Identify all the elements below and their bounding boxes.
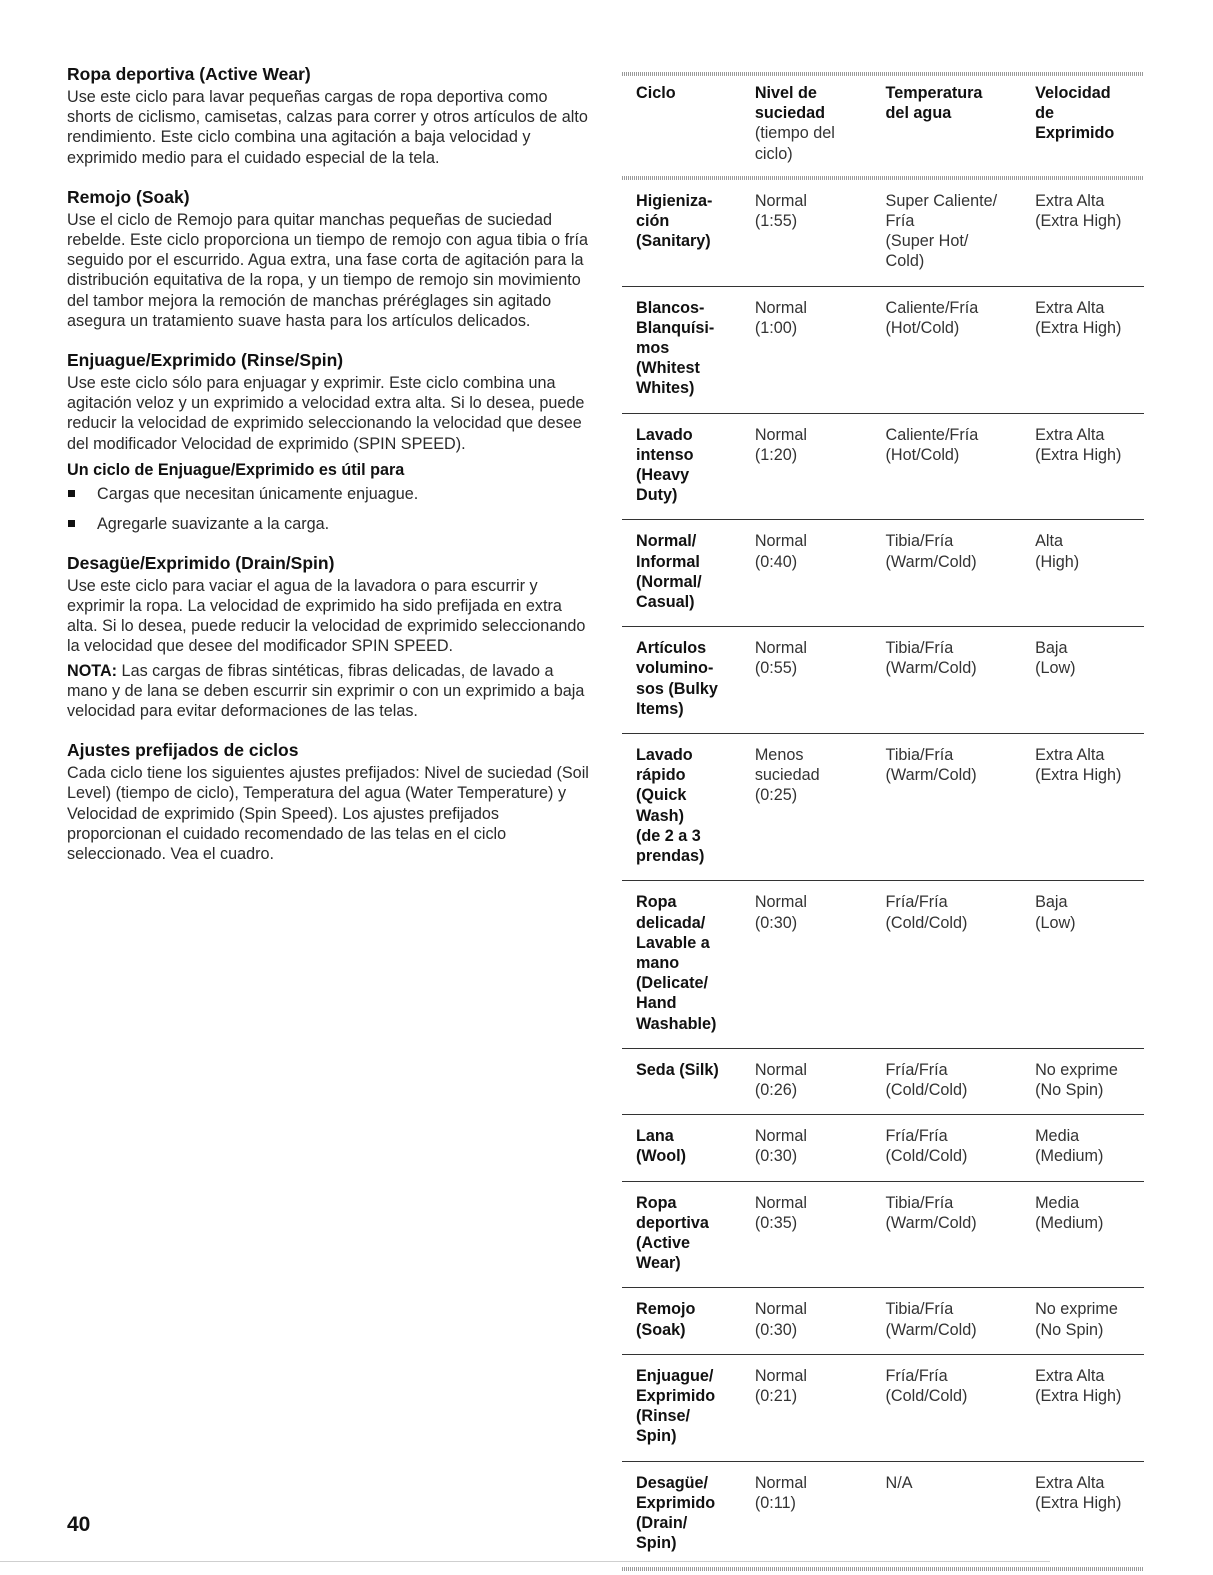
cell-line: Extra Alta <box>1035 1473 1105 1492</box>
cell-line: Extra Alta <box>1035 191 1105 210</box>
cell-line: (0:35) <box>754 1213 798 1232</box>
cell-line: Super Caliente/ <box>885 191 998 210</box>
cell-line: (0:55) <box>754 659 798 678</box>
cell-line: Tibia/Fría <box>885 1193 954 1212</box>
cell-water-temp <box>886 531 1036 612</box>
cell-line: (Low) <box>1035 913 1076 932</box>
cell-line: Baja <box>1035 893 1068 912</box>
cell-spin-speed <box>1035 745 1144 866</box>
cell-soil-level <box>755 425 886 506</box>
table-header <box>622 76 1144 176</box>
cell-line: Fría/Fría <box>885 1060 948 1079</box>
cell-line: (Cold/Cold) <box>885 913 968 932</box>
cell-line: Remojo <box>636 1300 696 1319</box>
cell-line: Normal <box>754 298 807 317</box>
cell-line: (Extra High) <box>1035 1386 1122 1405</box>
bullet-square-icon <box>68 520 75 527</box>
table-row <box>622 1049 1144 1115</box>
cell-line: Media <box>1035 1193 1080 1212</box>
table-row <box>622 180 1144 287</box>
cell-line: (0:30) <box>754 913 798 932</box>
list-item <box>67 484 592 504</box>
section-title: Remojo (Soak) <box>67 186 190 207</box>
cell-cycle <box>636 425 755 506</box>
cell-line: (Soak) <box>636 1320 686 1339</box>
section-active-wear <box>67 63 592 168</box>
cell-line: (Warm/Cold) <box>885 1213 977 1232</box>
cell-line: Normal <box>754 1473 807 1492</box>
cell-spin-speed <box>1035 1473 1144 1554</box>
cell-line: No exprime <box>1035 1060 1118 1079</box>
cell-line: (Sanitary) <box>636 232 711 251</box>
cell-line: Normal <box>754 532 807 551</box>
cell-line: Wash) <box>636 806 684 825</box>
cell-line: Tibia/Fría <box>885 532 954 551</box>
section-title: Enjuague/Exprimido (Rinse/Spin) <box>67 350 344 371</box>
table-bottom-rule <box>622 1567 1144 1571</box>
cell-line: Hand <box>636 994 677 1013</box>
cell-line: delicada/ <box>636 913 706 932</box>
cell-line: Extra Alta <box>1035 1366 1105 1385</box>
cell-line: (Extra High) <box>1035 318 1122 337</box>
header-line: Exprimido <box>1035 124 1115 143</box>
cell-line: (Extra High) <box>1035 766 1122 785</box>
section-title: Desagüe/Exprimido (Drain/Spin) <box>67 552 335 573</box>
section-rinse-spin <box>67 349 592 534</box>
cell-line: Washable) <box>636 1014 717 1033</box>
cell-line: No exprime <box>1035 1300 1118 1319</box>
cell-line: Artículos <box>636 639 707 658</box>
list-item-text: Cargas que necesitan únicamente enjuague. <box>97 484 419 503</box>
header-soil-level <box>755 83 886 164</box>
table-row <box>622 627 1144 734</box>
cell-line: (0:26) <box>754 1080 798 1099</box>
table-row <box>622 734 1144 881</box>
cell-soil-level <box>755 191 886 272</box>
section-presets <box>67 739 592 864</box>
cell-cycle <box>636 1126 755 1166</box>
section-soak <box>67 186 592 331</box>
cell-spin-speed <box>1035 1299 1144 1339</box>
cell-line: Lavado <box>636 425 693 444</box>
cell-line: (Extra High) <box>1035 445 1122 464</box>
cell-line: (1:00) <box>754 318 798 337</box>
cell-spin-speed <box>1035 892 1144 1033</box>
cell-line: volumino- <box>636 659 714 678</box>
cell-line: (Warm/Cold) <box>885 552 977 571</box>
section-text: Use este ciclo para lavar pequeñas cargas de ropa deportiva como shorts de ciclismo, camisetas, calzas para correr y otros artículos de alto rendimiento. Este ciclo combina una agitación a baja velocidad y exprimido medio para el cuidado especial de la tela. <box>67 88 588 167</box>
cell-line: intenso <box>636 445 694 464</box>
cell-line: (Cold/Cold) <box>885 1386 968 1405</box>
cell-soil-level <box>755 1193 886 1274</box>
table-row <box>622 1462 1144 1568</box>
cell-cycle <box>636 531 755 612</box>
header-line: Temperatura <box>885 84 983 102</box>
section-text: Use el ciclo de Remojo para quitar manchas pequeñas de suciedad rebelde. Este ciclo proporciona un tiempo de remojo con agua tibia o fría seguido por el escurrido. Agua extra, una fase corta de agitación para la distribución equitativa de la ropa, y un tiempo de remojo sin movimiento del tambor mejora la remoción de manchas préréglages sin agitado asegura un tratamiento suave hasta para los artículos delicados. <box>67 210 589 330</box>
cell-line: (Cold/Cold) <box>885 1080 968 1099</box>
cell-line: (Hot/Cold) <box>885 445 960 464</box>
cell-line: Fría/Fría <box>885 893 948 912</box>
cell-cycle <box>636 1473 755 1554</box>
cell-line: Cold) <box>885 252 925 271</box>
cell-spin-speed <box>1035 1126 1144 1166</box>
cell-water-temp <box>886 1193 1036 1274</box>
cell-line: N/A <box>885 1473 913 1492</box>
cell-line: Normal <box>754 425 807 444</box>
cell-line: Alta <box>1035 532 1063 551</box>
cell-cycle <box>636 191 755 272</box>
cell-line: Extra Alta <box>1035 746 1105 765</box>
cell-line: sos (Bulky <box>636 679 718 698</box>
cell-spin-speed <box>1035 425 1144 506</box>
cell-line: mano <box>636 953 680 972</box>
section-title: Ropa deportiva (Active Wear) <box>67 64 311 84</box>
cell-line: (Heavy <box>636 466 690 485</box>
cell-line: (Hot/Cold) <box>885 318 960 337</box>
cell-soil-level <box>755 1366 886 1447</box>
cell-line: Seda (Silk) <box>636 1060 719 1079</box>
note-paragraph <box>67 661 592 722</box>
cell-line: (1:20) <box>754 445 798 464</box>
cell-line: Enjuague/ <box>636 1366 714 1385</box>
cell-line: Lavado <box>636 746 693 765</box>
cell-line: Fría/Fría <box>885 1127 948 1146</box>
cell-line: (0:30) <box>754 1320 798 1339</box>
cell-line: Tibia/Fría <box>885 1300 954 1319</box>
cell-line: (Medium) <box>1035 1213 1104 1232</box>
cell-line: Casual) <box>636 593 695 612</box>
cell-line: Extra Alta <box>1035 298 1105 317</box>
cell-line: (Warm/Cold) <box>885 1320 977 1339</box>
table-row <box>622 287 1144 414</box>
cell-line: suciedad <box>754 766 820 785</box>
cell-line: Extra Alta <box>1035 425 1105 444</box>
cycle-presets-table <box>622 72 1144 1571</box>
cell-line: (Super Hot/ <box>885 232 969 251</box>
cell-cycle <box>636 745 755 866</box>
cell-line: (0:21) <box>754 1386 798 1405</box>
cell-line: Whites) <box>636 379 695 398</box>
table-body <box>622 180 1144 1568</box>
cell-line: Exprimido <box>636 1493 716 1512</box>
cell-water-temp <box>886 1299 1036 1339</box>
cell-line: Tibia/Fría <box>885 746 954 765</box>
cell-spin-speed <box>1035 638 1144 719</box>
table-row <box>622 1288 1144 1354</box>
header-line: de <box>1035 104 1054 123</box>
cell-water-temp <box>886 1126 1036 1166</box>
cell-line: Ropa <box>636 893 677 912</box>
cell-line: Informal <box>636 552 700 571</box>
cell-water-temp <box>886 1366 1036 1447</box>
header-line: (tiempo del <box>754 124 835 143</box>
cell-line: Wear) <box>636 1254 681 1273</box>
cell-line: (Low) <box>1035 659 1076 678</box>
cell-line: ción <box>636 212 670 231</box>
cell-soil-level <box>755 892 886 1033</box>
cell-soil-level <box>755 745 886 866</box>
cell-soil-level <box>755 1299 886 1339</box>
cell-line: Normal <box>754 893 807 912</box>
cell-line: Normal <box>754 1060 807 1079</box>
cell-soil-level <box>755 1473 886 1554</box>
note-label: NOTA: <box>67 661 118 680</box>
section-text: Use este ciclo sólo para enjuagar y exprimir. Este ciclo combina una agitación veloz y un exprimido a velocidad extra alta. Si lo desea, puede reducir la velocidad de exprimido seleccionando la velocidad que desee del modificador Velocidad de exprimido (SPIN SPEED). <box>67 374 585 453</box>
cell-line: (0:25) <box>754 786 798 805</box>
table-row <box>622 881 1144 1048</box>
cell-line: Menos <box>754 746 804 765</box>
cell-cycle <box>636 892 755 1033</box>
page-number: 40 <box>67 1513 91 1536</box>
cell-line: (Wool) <box>636 1147 687 1166</box>
cell-line: Baja <box>1035 639 1068 658</box>
cell-water-temp <box>886 425 1036 506</box>
cell-line: Higieniza- <box>636 191 713 210</box>
cell-line: (Warm/Cold) <box>885 766 977 785</box>
subsection-title: Un ciclo de Enjuague/Exprimido es útil para <box>67 460 405 479</box>
cell-cycle <box>636 1060 755 1100</box>
header-spin-speed <box>1035 83 1144 164</box>
cell-cycle <box>636 1193 755 1274</box>
cell-line: (Active <box>636 1233 690 1252</box>
cell-line: (High) <box>1035 552 1080 571</box>
cell-cycle <box>636 1299 755 1339</box>
cell-spin-speed <box>1035 1193 1144 1274</box>
cell-cycle <box>636 1366 755 1447</box>
cell-water-temp <box>886 1060 1036 1100</box>
list-item <box>67 514 592 534</box>
cell-line: (0:40) <box>754 552 798 571</box>
cell-line: (0:11) <box>754 1493 796 1512</box>
cell-spin-speed <box>1035 531 1144 612</box>
header-line: Nivel de <box>754 84 817 102</box>
cell-line: Normal/ <box>636 532 697 551</box>
list-item-text: Agregarle suavizante a la carga. <box>97 514 330 533</box>
cell-line: Caliente/Fría <box>885 425 979 444</box>
cell-line: Desagüe/ <box>636 1473 708 1492</box>
cell-line: deportiva <box>636 1213 709 1232</box>
cell-line: (1:55) <box>754 212 798 231</box>
cell-soil-level <box>755 1060 886 1100</box>
section-text: Cada ciclo tiene los siguientes ajustes prefijados: Nivel de suciedad (Soil Level) (tiempo de ciclo), Temperatura del agua (Water Temperature) y Velocidad de exprimido (Spin Speed). Los ajustes prefijados proporcionan el cuidado recomendado de las telas en el ciclo seleccionado. Vea el cuadro. <box>67 764 589 864</box>
header-water-temp <box>886 83 1036 164</box>
table-row <box>622 1115 1144 1181</box>
cell-line: (Delicate/ <box>636 974 708 993</box>
bullet-square-icon <box>68 490 75 497</box>
cell-cycle <box>636 638 755 719</box>
cell-line: Normal <box>754 639 807 658</box>
cell-line: Media <box>1035 1127 1080 1146</box>
cell-line: Spin) <box>636 1427 677 1446</box>
table-row <box>622 1182 1144 1289</box>
cell-line: (Drain/ <box>636 1513 688 1532</box>
table-row <box>622 520 1144 627</box>
cell-line: Lana <box>636 1127 674 1146</box>
cell-line: (Quick <box>636 786 687 805</box>
bullet-list <box>67 484 592 534</box>
cell-line: (0:30) <box>754 1147 798 1166</box>
cell-line: Normal <box>754 1127 807 1146</box>
cell-soil-level <box>755 298 886 399</box>
section-drain-spin <box>67 552 592 721</box>
header-line: del agua <box>885 104 952 123</box>
cell-water-temp <box>886 892 1036 1033</box>
cell-water-temp <box>886 638 1036 719</box>
cell-line: Ropa <box>636 1193 677 1212</box>
header-line: Velocidad <box>1035 84 1111 102</box>
cell-line: mos <box>636 339 670 358</box>
cell-line: (de 2 a 3 <box>636 826 701 845</box>
cell-line: Normal <box>754 191 807 210</box>
cell-line: Normal <box>754 1193 807 1212</box>
cell-water-temp <box>886 1473 1036 1554</box>
cell-soil-level <box>755 1126 886 1166</box>
cell-line: (Medium) <box>1035 1147 1104 1166</box>
cell-line: Exprimido <box>636 1386 716 1405</box>
cell-spin-speed <box>1035 298 1144 399</box>
header-line: suciedad <box>754 104 826 123</box>
cell-spin-speed <box>1035 191 1144 272</box>
cell-line: Tibia/Fría <box>885 639 954 658</box>
table-row <box>622 414 1144 521</box>
cell-line: (Normal/ <box>636 572 702 591</box>
left-column <box>67 63 592 882</box>
cell-line: prendas) <box>636 847 705 866</box>
cell-line: Blancos- <box>636 298 705 317</box>
cell-line: (Warm/Cold) <box>885 659 977 678</box>
cell-spin-speed <box>1035 1060 1144 1100</box>
cell-water-temp <box>886 745 1036 866</box>
cell-line: (No Spin) <box>1035 1320 1104 1339</box>
cell-line: Fría/Fría <box>885 1366 948 1385</box>
cell-soil-level <box>755 638 886 719</box>
cell-water-temp <box>886 298 1036 399</box>
cell-line: Lavable a <box>636 933 710 952</box>
cell-line: (No Spin) <box>1035 1080 1104 1099</box>
header-line: ciclo) <box>754 144 793 163</box>
section-text: Use este ciclo para vaciar el agua de la lavadora o para escurrir y exprimir la ropa. La velocidad de exprimido ha sido prefijada en extra alta. Si lo desea, puede reducir la velocidad de exprimido seleccionando la velocidad que desee del modificador SPIN SPEED. <box>67 576 586 656</box>
page-bottom-rule <box>0 1561 1050 1562</box>
cell-line: Normal <box>754 1366 807 1385</box>
cell-line: (Cold/Cold) <box>885 1147 968 1166</box>
cell-line: Duty) <box>636 486 678 505</box>
cell-cycle <box>636 298 755 399</box>
cell-line: (Extra High) <box>1035 212 1122 231</box>
cell-water-temp <box>886 191 1036 272</box>
cell-line: Fría <box>885 212 915 231</box>
cell-line: Items) <box>636 699 684 718</box>
cell-line: (Extra High) <box>1035 1493 1122 1512</box>
cell-soil-level <box>755 531 886 612</box>
cell-line: Blanquísi- <box>636 318 715 337</box>
note-text: Las cargas de fibras sintéticas, fibras delicadas, de lavado a mano y de lana se deben escurrir sin exprimir o con un exprimido a baja velocidad para evitar deformaciones de las telas. <box>67 661 585 721</box>
cell-line: (Whitest <box>636 359 700 378</box>
cell-line: Spin) <box>636 1534 677 1553</box>
cell-line: rápido <box>636 766 686 785</box>
cell-spin-speed <box>1035 1366 1144 1447</box>
cell-line: (Rinse/ <box>636 1407 690 1426</box>
cell-line: Caliente/Fría <box>885 298 979 317</box>
table-row <box>622 1355 1144 1462</box>
cell-line: Normal <box>754 1300 807 1319</box>
section-title: Ajustes prefijados de ciclos <box>67 740 299 761</box>
header-cycle: Ciclo <box>636 84 676 102</box>
